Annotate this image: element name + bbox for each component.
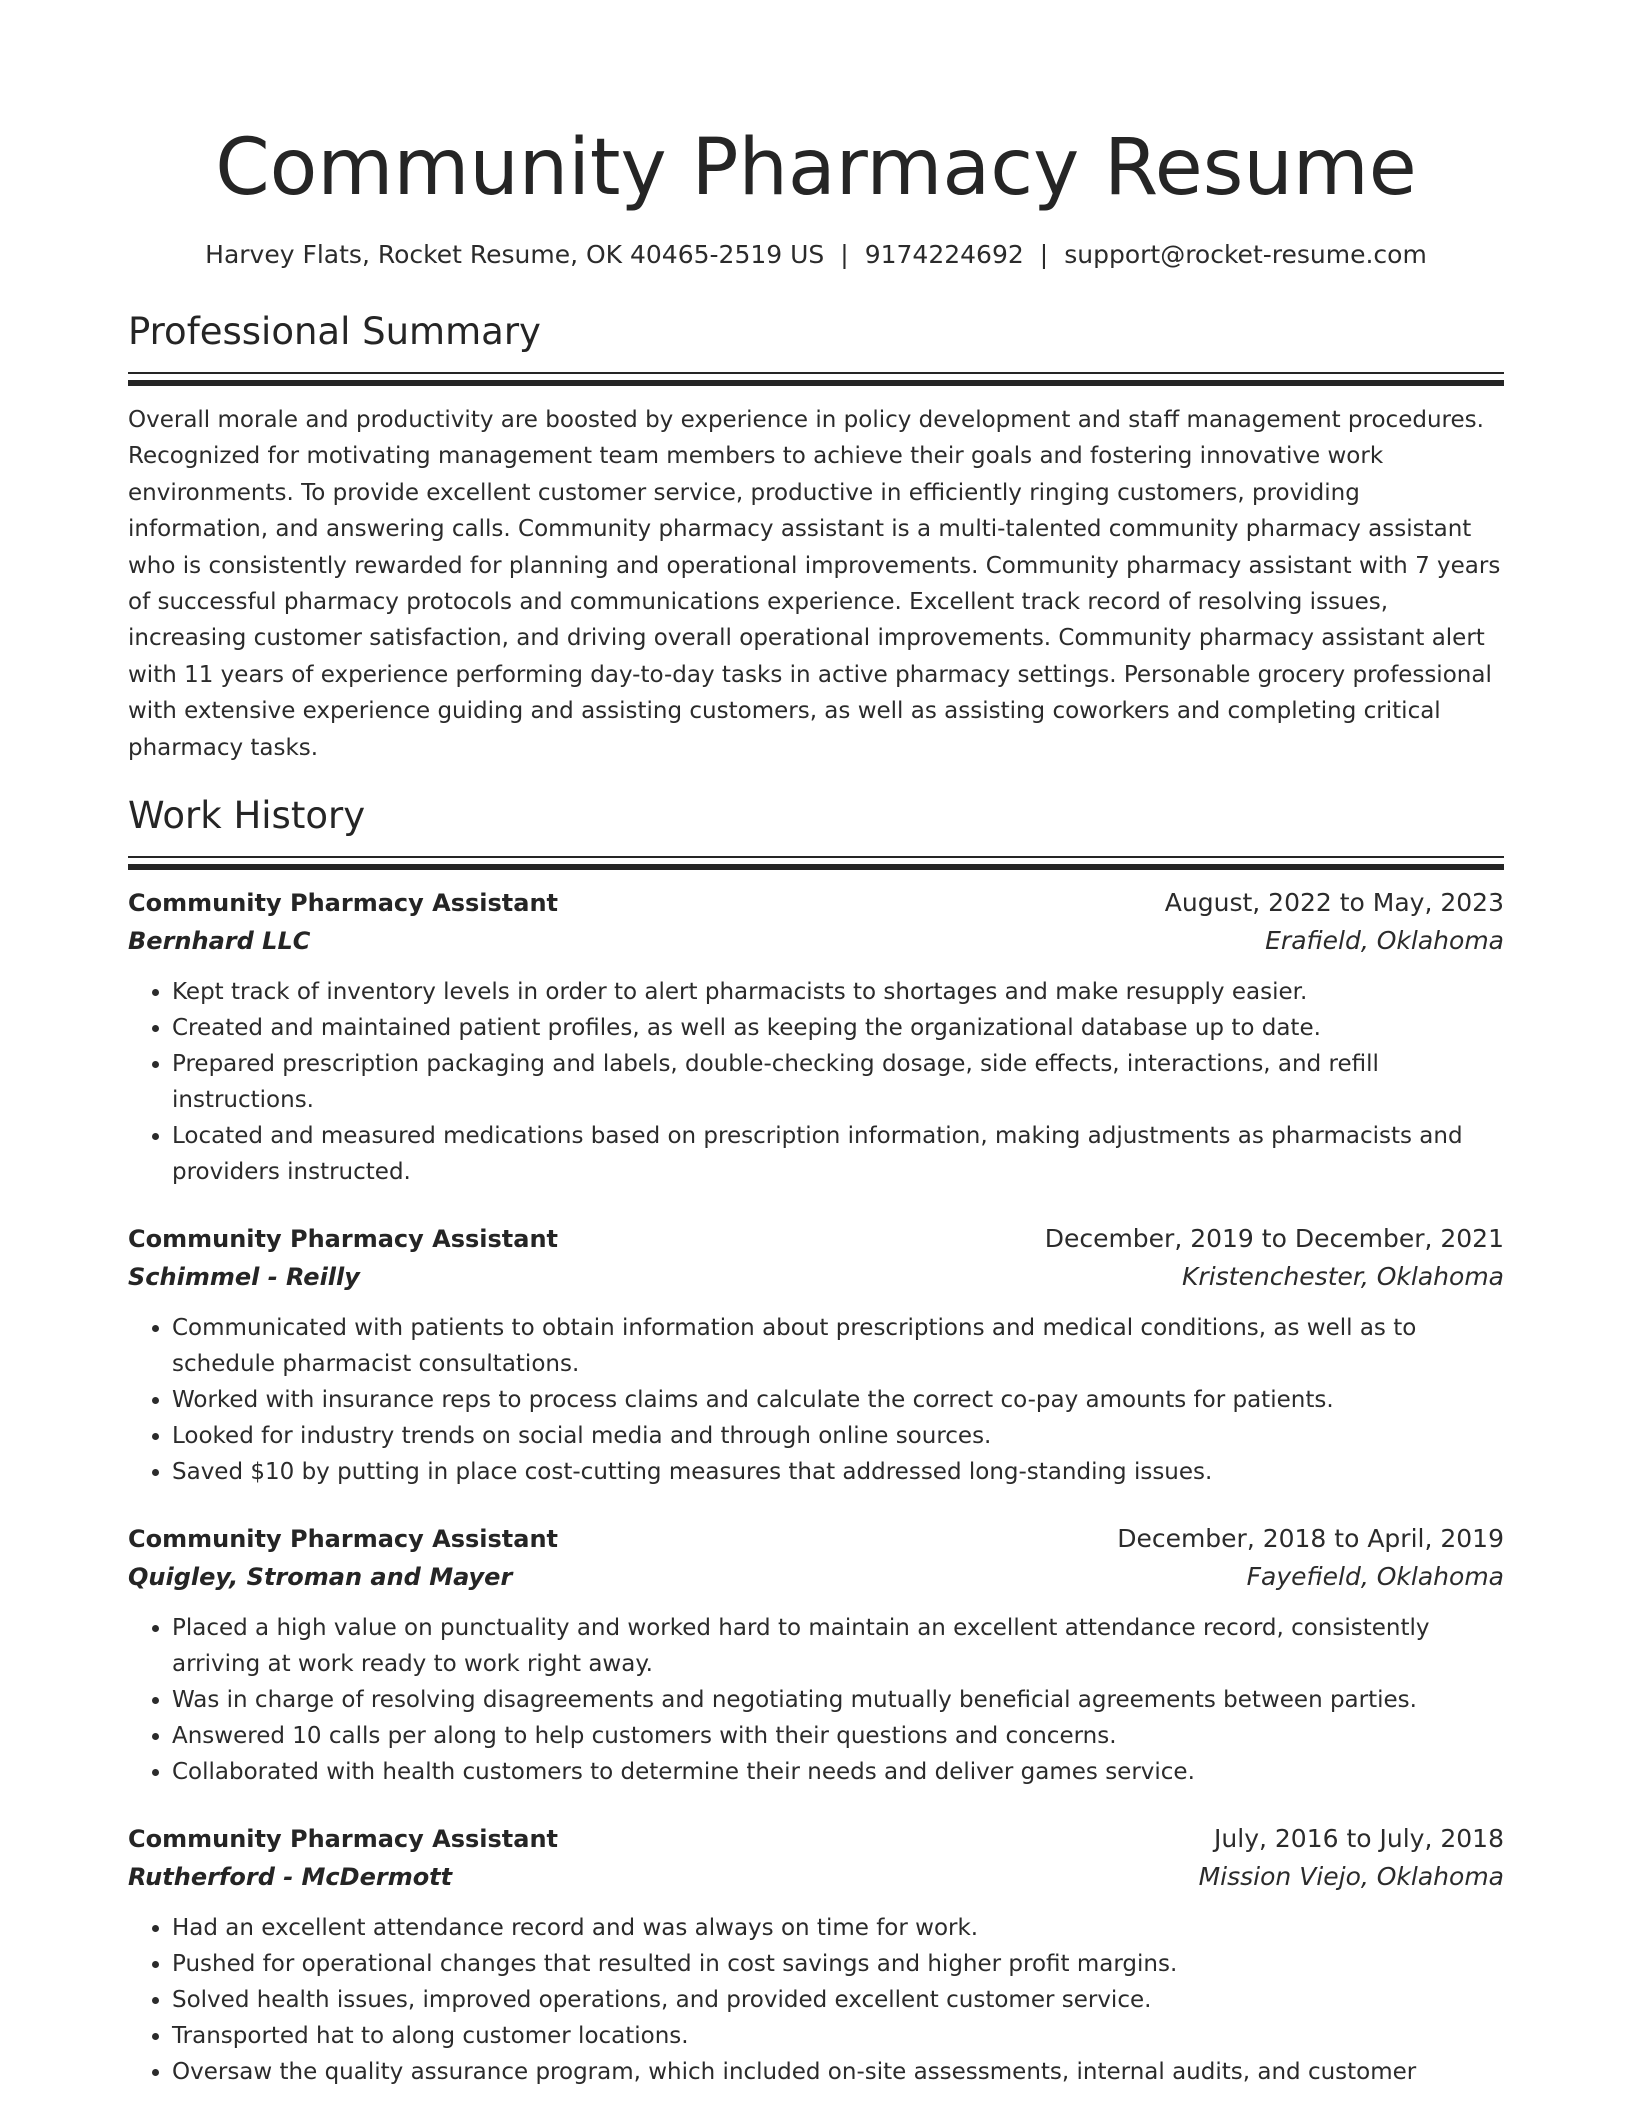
section-rule-thick — [128, 380, 1504, 386]
job-dates: August, 2022 to May, 2023 — [1164, 888, 1504, 918]
job-bullet: • Kept track of inventory levels in order to alert pharmacists to shortages and make resupply easier. — [172, 974, 1504, 1010]
job-bullet-list — [128, 974, 1504, 1190]
job-location: Kristenchester, Oklahoma — [1182, 1262, 1504, 1292]
contact-phone: 9174224692 — [864, 240, 1024, 269]
job-location: Fayefield, Oklahoma — [1246, 1562, 1504, 1592]
job-location: Mission Viejo, Oklahoma — [1198, 1862, 1504, 1892]
job-header-row — [128, 1220, 1504, 1258]
job-entry — [128, 1220, 1504, 1490]
section-rule-thin — [128, 372, 1504, 374]
contact-email: support@rocket-resume.com — [1064, 240, 1427, 269]
job-bullet-list — [128, 1610, 1504, 1790]
summary-text: Overall morale and productivity are boosted by experience in policy development and staff management procedures. Recognized for motivating management team members to achieve their goals and fostering innovative work environments. To provide excellent customer service, productive in efficiently ringing customers, providing information, and answering calls. Community pharmacy assistant is a multi-talented community pharmacy assistant who is consistently rewarded for planning and operational improvements. Community pharmacy assistant with 7 years of successful pharmacy protocols and communications experience. Excellent track record of resolving issues, increasing customer satisfaction, and driving overall operational improvements. Community pharmacy assistant alert with 11 years of experience performing day-to-day tasks in active pharmacy settings. Personable grocery professional with extensive experience guiding and assisting customers, as well as assisting coworkers and completing critical pharmacy tasks. — [128, 407, 1501, 761]
work-history-section — [128, 790, 1504, 2090]
job-company: Quigley, Stroman and Mayer — [128, 1563, 513, 1592]
job-dates: December, 2018 to April, 2019 — [1117, 1524, 1504, 1554]
job-bullet-list — [128, 1310, 1504, 1490]
contact-line — [128, 238, 1504, 272]
section-title-summary: Professional Summary — [128, 310, 541, 353]
job-company: Rutherford - McDermott — [128, 1863, 453, 1892]
job-title: Community Pharmacy Assistant — [128, 1825, 559, 1854]
job-bullet: • Prepared prescription packaging and labels, double-checking dosage, side effects, interactions, and refill instructions. — [172, 1046, 1504, 1118]
job-header-row — [128, 1520, 1504, 1558]
section-rule-thick — [128, 864, 1504, 870]
job-header-row — [128, 1820, 1504, 1858]
job-entry — [128, 884, 1504, 1190]
job-company-row — [128, 1858, 1504, 1896]
job-title: Community Pharmacy Assistant — [128, 1225, 559, 1254]
job-title: Community Pharmacy Assistant — [128, 889, 559, 918]
job-bullet: • Saved $10 by putting in place cost-cutting measures that addressed long-standing issues. — [172, 1454, 1504, 1490]
job-bullet: • Looked for industry trends on social media and through online sources. — [172, 1418, 1504, 1454]
section-title-work-history: Work History — [128, 794, 366, 838]
job-company-row — [128, 922, 1504, 960]
job-company: Bernhard LLC — [128, 927, 311, 956]
professional-summary-section — [128, 306, 1504, 766]
job-bullet: • Transported hat to along customer locations. — [172, 2018, 1504, 2054]
job-bullet: • Located and measured medications based on prescription information, making adjustments as pharmacists and providers instructed. — [172, 1118, 1504, 1190]
contact-separator: | — [1039, 240, 1049, 269]
job-dates: December, 2019 to December, 2021 — [1044, 1224, 1504, 1254]
job-company: Schimmel - Reilly — [128, 1263, 360, 1292]
contact-separator: | — [840, 240, 849, 269]
resume-title: Community Pharmacy Resume — [215, 123, 1417, 213]
job-bullet-list — [128, 1910, 1504, 2090]
job-bullet: • Was in charge of resolving disagreements and negotiating mutually beneficial agreements between parties. — [172, 1682, 1504, 1718]
job-entry — [128, 1820, 1504, 2090]
contact-address: Harvey Flats, Rocket Resume, OK 40465-2519 US — [205, 240, 825, 269]
job-bullet: • Created and maintained patient profiles, as well as keeping the organizational database up to date. — [172, 1010, 1504, 1046]
job-header-row — [128, 884, 1504, 922]
job-dates: July, 2016 to July, 2018 — [1214, 1824, 1504, 1854]
job-bullet: • Answered 10 calls per along to help customers with their questions and concerns. — [172, 1718, 1504, 1754]
job-bullet: • Worked with insurance reps to process claims and calculate the correct co-pay amounts for patients. — [172, 1382, 1504, 1418]
job-location: Erafield, Oklahoma — [1265, 926, 1504, 956]
section-rule-thin — [128, 856, 1504, 858]
job-company-row — [128, 1258, 1504, 1296]
job-bullet: • Oversaw the quality assurance program, which included on-site assessments, internal audits, and customer — [172, 2054, 1504, 2090]
job-bullet: • Placed a high value on punctuality and worked hard to maintain an excellent attendance record, consistently arriving at work ready to work right away. — [172, 1610, 1504, 1682]
job-bullet: • Pushed for operational changes that resulted in cost savings and higher profit margins. — [172, 1946, 1504, 1982]
job-entry — [128, 1520, 1504, 1790]
job-bullet: • Solved health issues, improved operations, and provided excellent customer service. — [172, 1982, 1504, 2018]
job-bullet: • Collaborated with health customers to determine their needs and deliver games service. — [172, 1754, 1504, 1790]
job-bullet: • Had an excellent attendance record and was always on time for work. — [172, 1910, 1504, 1946]
resume-page — [128, 0, 1504, 2090]
job-bullet: • Communicated with patients to obtain information about prescriptions and medical conditions, as well as to schedule pharmacist consultations. — [172, 1310, 1504, 1382]
job-title: Community Pharmacy Assistant — [128, 1525, 559, 1554]
job-company-row — [128, 1558, 1504, 1596]
